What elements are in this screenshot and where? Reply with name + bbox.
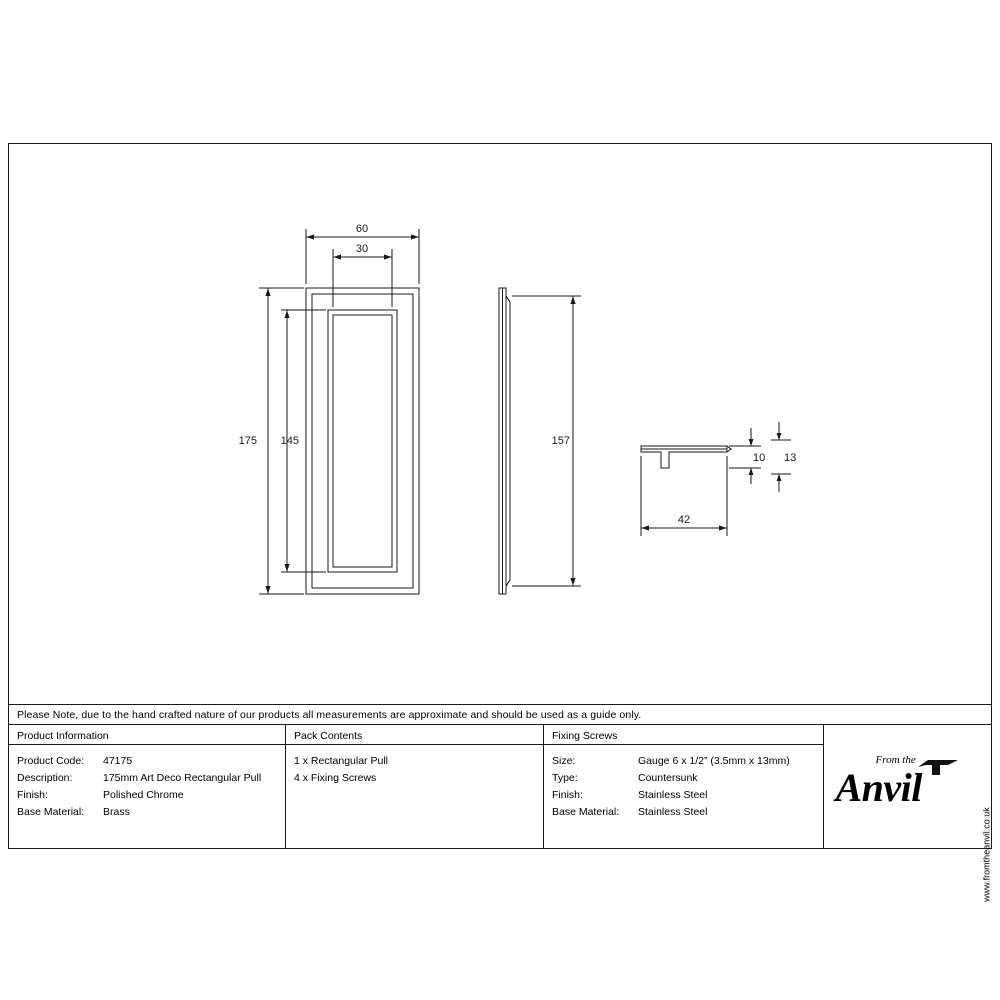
dim-60-group	[306, 229, 419, 284]
screw-size-value: Gauge 6 x 1/2” (3.5mm x 13mm)	[638, 755, 790, 767]
screw-type-label: Type:	[552, 772, 578, 784]
dim-157-group	[512, 296, 581, 586]
dimensioned-drawing-svg	[9, 144, 991, 704]
front-view-recess-inner	[333, 315, 392, 567]
spec-sheet	[8, 143, 992, 902]
screw-size-label: Size:	[552, 755, 576, 767]
table-row	[552, 770, 823, 787]
product-information-column	[9, 725, 286, 848]
front-view-outer-bevel	[312, 294, 413, 588]
dim-label-60: 60	[355, 223, 369, 235]
fixing-screws-heading: Fixing Screws	[544, 725, 823, 745]
screw-base-material-value: Stainless Steel	[638, 806, 708, 818]
measurement-note-row	[9, 704, 991, 724]
screw-finish-label: Finish:	[552, 789, 583, 801]
logo-anvil-text: Anvil	[835, 764, 922, 810]
table-row	[552, 753, 823, 770]
product-information-body	[9, 745, 285, 821]
product-code-label: Product Code:	[17, 755, 85, 767]
brand-logo	[824, 725, 992, 902]
screw-base-material-label: Base Material:	[552, 806, 620, 818]
finish-label: Finish:	[17, 789, 48, 801]
fixing-screws-column	[544, 725, 824, 848]
info-table	[9, 724, 992, 902]
front-view-recess-outline	[328, 310, 397, 572]
dim-label-13: 13	[784, 452, 797, 464]
description-value: 175mm Art Deco Rectangular Pull	[103, 772, 262, 784]
dim-label-30: 30	[355, 243, 369, 255]
table-row	[552, 787, 823, 804]
front-view-outer-plate	[306, 288, 419, 594]
table-row	[17, 787, 285, 804]
dim-label-42: 42	[677, 514, 691, 526]
section-view-nose	[727, 446, 731, 452]
screw-type-value: Countersunk	[638, 772, 698, 784]
table-row	[17, 804, 285, 821]
table-row	[17, 753, 285, 770]
description-label: Description:	[17, 772, 73, 784]
list-item: 1 x Rectangular Pull	[294, 755, 388, 767]
side-view-back-curve	[506, 296, 510, 586]
fixing-screws-body	[544, 745, 823, 821]
pack-contents-column	[286, 725, 544, 848]
dim-label-145: 145	[280, 435, 299, 447]
pack-contents-body	[286, 745, 543, 787]
list-item: 4 x Fixing Screws	[294, 772, 377, 784]
product-information-heading: Product Information	[9, 725, 285, 745]
dim-label-157: 157	[551, 435, 570, 447]
screw-finish-value: Stainless Steel	[638, 789, 708, 801]
table-row	[552, 804, 823, 821]
measurement-note: Please Note, due to the hand crafted nature of our products all measurements are approximate and should be used as a guide only.	[17, 708, 642, 721]
brand-logo-column	[824, 725, 992, 902]
finish-value: Polished Chrome	[103, 789, 184, 801]
table-row	[17, 770, 285, 787]
technical-drawing-area	[9, 144, 991, 704]
product-code-value: 47175	[103, 755, 133, 767]
base-material-label: Base Material:	[17, 806, 85, 818]
dim-label-175: 175	[238, 435, 257, 447]
dim-label-10: 10	[753, 452, 766, 464]
logo-website-url: www.fromtheanvil.co.uk	[981, 806, 992, 902]
dim-30-group	[333, 249, 392, 307]
base-material-value: Brass	[103, 806, 130, 818]
logo-from-the-text: From the	[875, 753, 916, 766]
anvil-icon	[918, 760, 960, 776]
pack-contents-heading: Pack Contents	[286, 725, 543, 745]
anvil-icon-svg	[918, 760, 960, 776]
